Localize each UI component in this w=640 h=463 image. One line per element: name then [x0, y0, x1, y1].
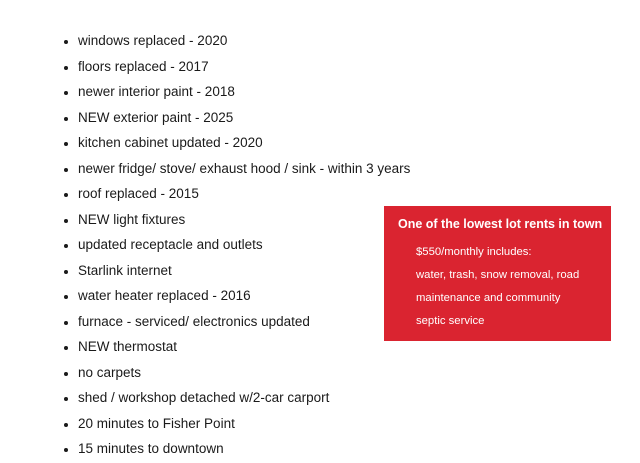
feature-item: • 15 minutes to downtown — [78, 436, 410, 462]
callout-line: water, trash, snow removal, road — [416, 269, 580, 281]
feature-item: • NEW thermostat — [78, 334, 410, 360]
feature-item: • updated receptacle and outlets — [78, 232, 410, 258]
feature-item: • shed / workshop detached w/2-car carport — [78, 385, 410, 411]
callout-line: $550/monthly includes: — [416, 246, 532, 258]
feature-item: • newer fridge/ stove/ exhaust hood / sink - within 3 years — [78, 156, 410, 182]
feature-item: • 20 minutes to Fisher Point — [78, 411, 410, 437]
feature-item: • furnace - serviced/ electronics updated — [78, 309, 410, 335]
feature-item: • roof replaced - 2015 — [78, 181, 410, 207]
feature-item: • windows replaced - 2020 — [78, 28, 410, 54]
feature-item: • kitchen cabinet updated - 2020 — [78, 130, 410, 156]
lot-rent-callout — [384, 206, 611, 341]
feature-item: • NEW exterior paint - 2025 — [78, 105, 410, 131]
callout-line: septic service — [416, 315, 485, 327]
feature-item: • newer interior paint - 2018 — [78, 79, 410, 105]
callout-line: maintenance and community — [416, 292, 561, 304]
feature-item: • Starlink internet — [78, 258, 410, 284]
feature-list — [56, 28, 410, 462]
feature-item: • NEW light fixtures — [78, 207, 410, 233]
feature-item: • no carpets — [78, 360, 410, 386]
feature-item: • water heater replaced - 2016 — [78, 283, 410, 309]
callout-title: One of the lowest lot rents in town — [398, 217, 603, 231]
feature-item: • floors replaced - 2017 — [78, 54, 410, 80]
